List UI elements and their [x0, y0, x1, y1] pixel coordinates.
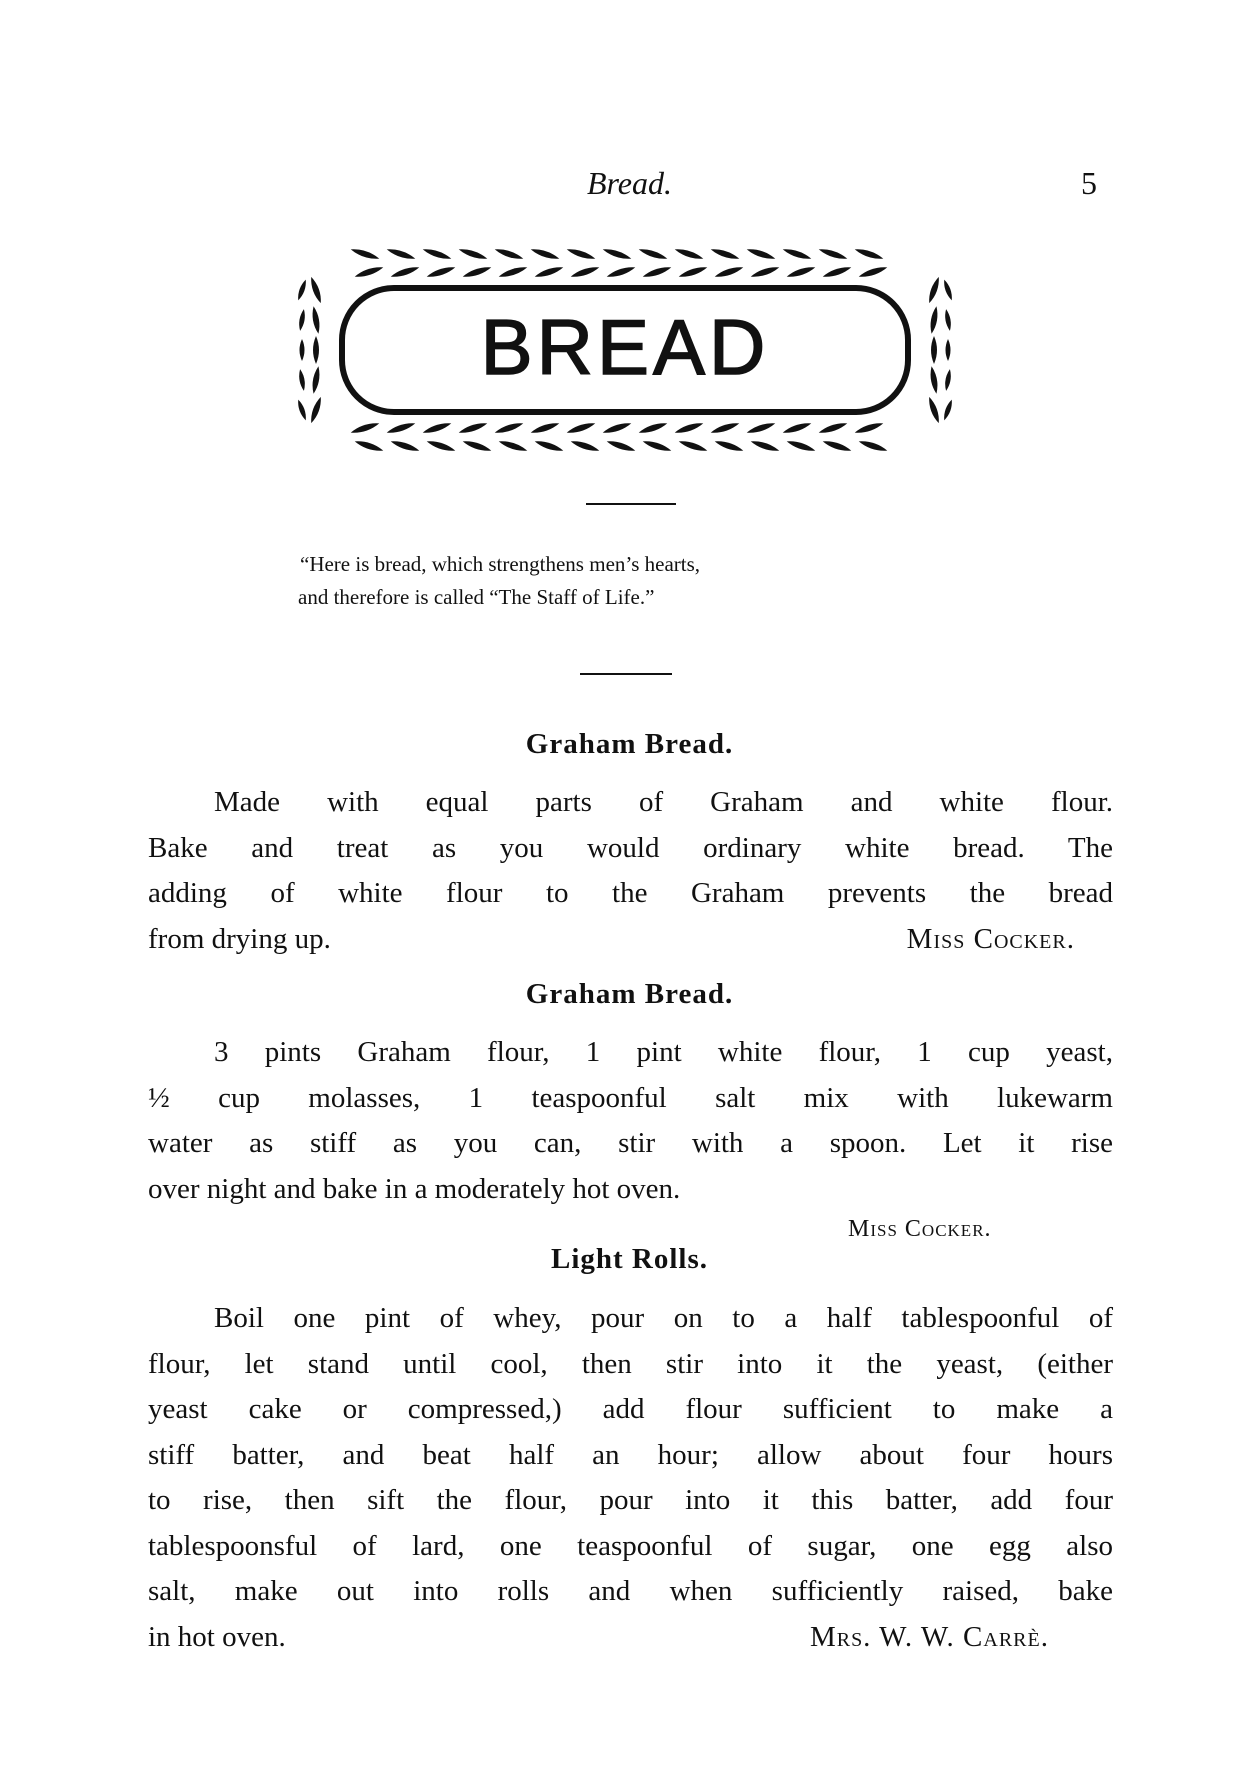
- recipe-line: stiff batter, and beat half an hour; allow about four hours: [148, 1438, 1113, 1471]
- recipe-line: salt, make out into rolls and when sufficiently raised, bake: [148, 1575, 1113, 1607]
- recipe-title-graham-bread-2: Graham Bread.: [525, 978, 734, 1010]
- recipe-line: yeast cake or compressed,) add flour sufficient to make a: [148, 1393, 1113, 1425]
- recipe-body-graham-bread-2: [148, 1030, 1113, 1212]
- recipe-last-line: [148, 1615, 1113, 1661]
- recipe-signature: Miss Cocker.: [848, 1216, 992, 1242]
- laurel-wreath-frame: [290, 240, 960, 460]
- recipe-line: from drying up.: [148, 922, 331, 955]
- running-head: [0, 165, 1259, 205]
- recipe-line: tablespoonsful of lard, one teaspoonful of sugar, one egg also: [148, 1529, 1113, 1562]
- recipe-line: to rise, then sift the flour, pour into it this batter, add four: [148, 1484, 1113, 1516]
- recipe-body-light-rolls: [148, 1296, 1113, 1660]
- recipe-line: 3 pints Graham flour, 1 pint white flour, 1 cup yeast,: [214, 1036, 1113, 1068]
- divider-short: [586, 503, 676, 505]
- recipe-line: Boil one pint of whey, pour on to a half tablespoonful of: [214, 1302, 1113, 1334]
- epigraph-line-1: “Here is bread, which strengthens men’s hearts,: [300, 552, 701, 576]
- recipe-line: flour, let stand until cool, then stir into it the yeast, (either: [148, 1347, 1113, 1380]
- laurel-top-icon: [350, 247, 888, 280]
- recipe-last-line: [148, 917, 1113, 963]
- laurel-left-icon: [296, 276, 324, 424]
- recipe-line: over night and bake in a moderately hot oven.: [148, 1172, 681, 1205]
- recipe-line: water as stiff as you can, stir with a spoon. Let it rise: [148, 1127, 1113, 1159]
- recipe-signature: Mrs. W. W. Carrè.: [809, 1620, 1049, 1653]
- running-title: Bread.: [586, 165, 672, 201]
- recipe-title-graham-bread-1: Graham Bread.: [525, 728, 734, 760]
- bread-banner: [290, 240, 960, 460]
- recipe-title-light-rolls: Light Rolls.: [550, 1243, 709, 1275]
- laurel-right-icon: [926, 276, 954, 424]
- laurel-bottom-icon: [350, 421, 888, 454]
- banner-title: BREAD: [480, 303, 770, 391]
- recipe-signature: Miss Cocker.: [906, 922, 1075, 955]
- recipe-line: Bake and treat as you would ordinary white bread. The: [148, 831, 1113, 864]
- page-number: 5: [1081, 165, 1097, 201]
- recipe-line: ½ cup molasses, 1 teaspoonful salt mix with lukewarm: [148, 1081, 1113, 1114]
- divider-long: [580, 673, 672, 675]
- epigraph-line-2: and therefore is called “The Staff of Life.”: [298, 585, 655, 609]
- epigraph: [300, 548, 960, 614]
- recipe-line: in hot oven.: [148, 1620, 286, 1653]
- recipe-body-graham-bread-1: [148, 780, 1113, 962]
- recipe-line: Made with equal parts of Graham and white flour.: [214, 786, 1113, 818]
- recipe-line: adding of white flour to the Graham prevents the bread: [148, 877, 1113, 909]
